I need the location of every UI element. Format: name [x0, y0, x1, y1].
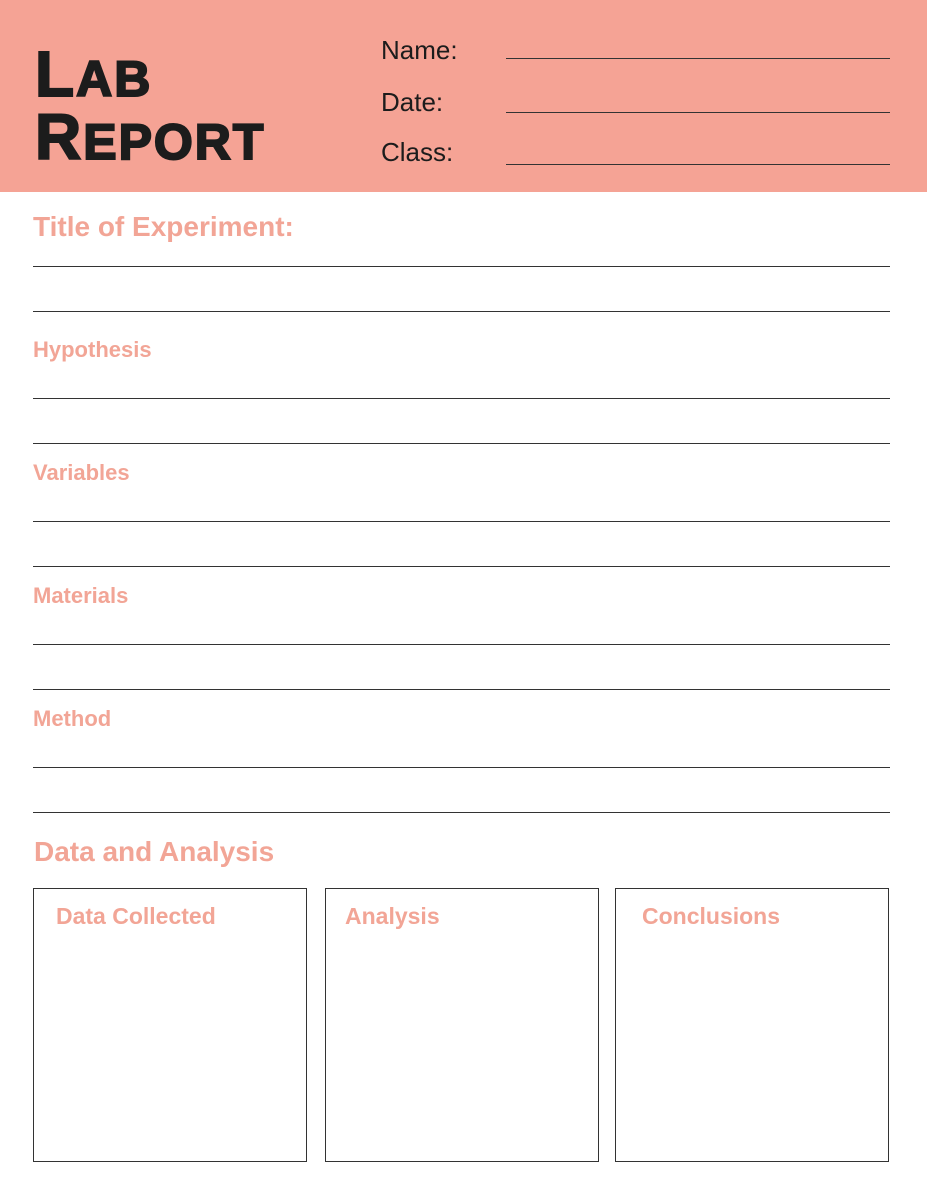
- data-collected-label: Data Collected: [56, 903, 216, 929]
- date-label: Date:: [381, 87, 444, 117]
- materials-line-1[interactable]: [33, 644, 890, 645]
- analysis-label: Analysis: [345, 903, 440, 929]
- title-initial-l: L: [35, 38, 77, 110]
- header-banner: [0, 0, 927, 192]
- title-initial-r: R: [35, 101, 84, 173]
- class-label: Class:: [381, 137, 454, 167]
- title-of-experiment-line-1[interactable]: [33, 266, 890, 267]
- name-field-line[interactable]: [506, 58, 890, 59]
- title-rest-eport: EPORT: [83, 114, 266, 170]
- method-heading: Method: [33, 706, 112, 731]
- hypothesis-line-1[interactable]: [33, 398, 890, 399]
- date-field-line[interactable]: [506, 112, 890, 113]
- variables-line-1[interactable]: [33, 521, 890, 522]
- class-field-line[interactable]: [506, 164, 890, 165]
- conclusions-box[interactable]: [615, 888, 889, 1162]
- materials-heading: Materials: [33, 583, 129, 608]
- data-and-analysis-heading: Data and Analysis: [34, 836, 275, 867]
- variables-line-2[interactable]: [33, 566, 890, 567]
- method-line-2[interactable]: [33, 812, 890, 813]
- title-of-experiment-line-2[interactable]: [33, 311, 890, 312]
- page-title-line-2: [35, 101, 266, 173]
- data-collected-box[interactable]: [33, 888, 307, 1162]
- page-title-line-1: [35, 38, 153, 110]
- title-of-experiment-heading: Title of Experiment:: [33, 211, 294, 242]
- analysis-box[interactable]: [325, 888, 599, 1162]
- hypothesis-heading: Hypothesis: [33, 337, 152, 362]
- name-label: Name:: [381, 35, 458, 65]
- method-line-1[interactable]: [33, 767, 890, 768]
- variables-heading: Variables: [33, 460, 130, 485]
- title-rest-ab: AB: [76, 51, 153, 107]
- materials-line-2[interactable]: [33, 689, 890, 690]
- conclusions-label: Conclusions: [642, 903, 781, 929]
- hypothesis-line-2[interactable]: [33, 443, 890, 444]
